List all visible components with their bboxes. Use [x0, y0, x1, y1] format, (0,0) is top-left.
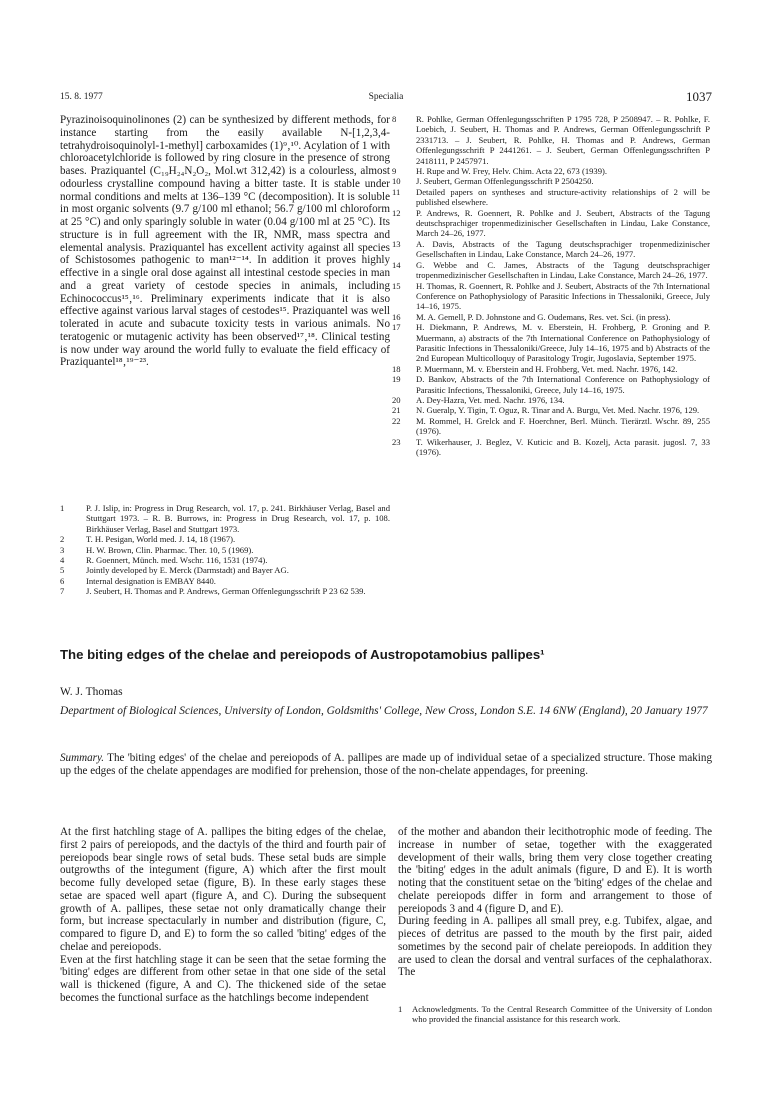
reference-item: 18 P. Muermann, M. v. Eberstein and H. Frohberg, Vet. med. Nachr. 1976, 142.	[392, 363, 678, 374]
reference-item: 6 Internal designation is EMBAY 8440.	[60, 575, 216, 586]
reference-item: 16 M. A. Gemell, P. D. Johnstone and G. Oudemans, Res. vet. Sci. (in press).	[392, 311, 671, 322]
reference-item: 12 P. Andrews, R. Goennert, R. Pohlke and J. Seubert, Abstracts of the Tagung deutschsprachiger tropenmedizinischer Gesellschaften in Lindau, Lake Constance, March 24–26, 1977.	[392, 207, 710, 239]
page-number: 1037	[686, 89, 712, 104]
article-left-column	[60, 826, 386, 1005]
article-paragraph: Even at the first hatchling stage it can be seen that the setae forming the 'biting' edges are different from other setae in that one side of the setal wall is thickened (figure, A and C). The thickened side of the setae becomes the functional surface as the hatchlings become independent	[60, 953, 386, 1004]
reference-item: 21 N. Gueralp, Y. Tigin, T. Oguz, R. Tinar and A. Burgu, Vet. Med. Nachr. 1976, 129.	[392, 405, 700, 416]
article-paragraph: of the mother and abandon their lecithotrophic mode of feeding. The increase in number of setae, together with the exaggerated development of their walls, bring them very close together creating the 'biting' edges in the adult animals (figure, D and E). It is worth noting that the constituent setae on the 'biting' edges of the chelae and chelate pereiopods differ in form and arrangement to those of pereiopods 3 and 4 (figure D, and E).	[398, 826, 712, 915]
reference-item: 15 H. Thomas, R. Goennert, R. Pohlke and J. Seubert, Abstracts of the 7th International Conference on Pathophysiology of Parasitic Infections in Thessaloniki, Greece, July 14–16, 1975.	[392, 280, 710, 312]
reference-item: 23 T. Wikerhauser, J. Beglez, V. Kuticic and B. Kozelj, Acta parasit. jugosl. 7, 33 (1976).	[392, 436, 710, 457]
article-paragraph: At the first hatchling stage of A. pallipes the biting edges of the chelae, first 2 pairs of pereiopods, and the dactyls of the third and fourth pair of pereiopods bear single rows of setal buds. These setal buds are simple outgrowths of the integument (figure, A) which after the first moult become fully developed setae (figure, B). In these early stages these setae are spaced well apart (figure A, and C). During the subsequent growth of A. pallipes, these setae not only dramatically change their form, but increase spectacularly in number and distribution (figure, C, compared to figure D, and E) to form the so called 'biting' edges of the chelae and pereiopods.	[60, 826, 386, 953]
article-right-column	[398, 826, 712, 979]
reference-item: 22 M. Rommel, H. Grelck and F. Hoerchner, Berl. Münch. Tierärztl. Wschr. 89, 255 (1976).	[392, 415, 710, 437]
acknowledgment-footnote	[398, 1004, 712, 1025]
reference-item: 11 Detailed papers on syntheses and structure-activity relationships of 2 will be published elsewhere.	[392, 186, 710, 208]
praziquantel-text-column	[60, 114, 390, 369]
page-header	[60, 89, 712, 109]
article-author: W. J. Thomas	[60, 686, 123, 698]
reference-item: 10 J. Seubert, German Offenlegungsschrift P 2504250.	[392, 176, 594, 187]
summary-label: Summary.	[60, 752, 105, 764]
article-affiliation: Department of Biological Sciences, University of London, Goldsmiths' College, New Cross, London S.E. 14 6NW (England), 20 January 1977	[60, 705, 708, 717]
article-paragraph: During feeding in A. pallipes all small prey, e.g. Tubifex, algae, and pieces of detritus are passed to the mouth by the first pair, aided sometimes by the second pair of chelate pereiopods. In addition they are used to clean the dorsal and ventral surfaces of the cephalathorax. The	[398, 915, 712, 979]
section-name: Specialia	[368, 92, 404, 102]
reference-item: 7 J. Seubert, H. Thomas and P. Andrews, German Offenlegungsschrift P 23 62 539.	[60, 586, 366, 597]
reference-item: 17 H. Diekmann, P. Andrews, M. v. Eberstein, H. Frohberg, P. Groning and P. Muermann, a) abstracts of the 7th International Conference on Pathophysiology of Parasitic Infections in Thessaloniki/Greece, July 14–16, 1975 and b) Abstracts of the 2nd European Multicolloquy of Parasitology Trogir, Jugoslavia, September 1975.	[392, 322, 710, 364]
reference-item: 19 D. Bankov, Abstracts of the 7th International Conference on Pathophysiology of Parasitic Infections, Thessaloniki, Greece, July 14–16, 1975.	[392, 374, 710, 395]
references-left	[60, 503, 390, 597]
reference-item: 9 H. Rupe and W. Frey, Helv. Chim. Acta 22, 673 (1939).	[392, 166, 608, 177]
reference-item: 2 T. H. Pesigan, World med. J. 14, 18 (1967).	[60, 534, 236, 545]
reference-item: 8 R. Pohlke, German Offenlegungsschriften P 1795 728, P 2508947. – R. Pohlke, F. Loebich, J. Seubert, H. Thomas and P. Andrews, German Offenlegungsschrift P 2331713. – J. Seubert, R. Pohlke, H. Thomas and P. Andrews, German Offenlegungsschrift P 2441261. – J. Seubert, German Offenlegungsschriften P 2418111, P 2457971.	[392, 114, 710, 166]
issue-date: 15. 8. 1977	[60, 92, 103, 102]
reference-item: 14 G. Webbe and C. James, Abstracts of the Tagung deutschsprachiger tropenmedizinischer Gesellschaften in Lindau, Lake Constance, March 24–26, 1977.	[392, 259, 710, 281]
reference-item: 4 R. Goennert, Münch. med. Wschr. 116, 1531 (1974).	[60, 555, 268, 566]
references-right	[392, 114, 710, 457]
reference-item: 20 A. Dey-Hazra, Vet. med. Nachr. 1976, 134.	[392, 394, 565, 405]
acknowledgment-item: 1 Acknowledgments. To the Central Research Committee of the University of London who provided the financial assistance for this research work.	[398, 1004, 712, 1025]
summary-text: The 'biting edges' of the chelae and pereiopods of A. pallipes are made up of individual setae of a specialized structure. Those making up the edges of the chelate appendages are modified for prehension, those of the non-chelate appendages, for preening.	[60, 752, 712, 777]
reference-item: 3 H. W. Brown, Clin. Pharmac. Ther. 10, 5 (1969).	[60, 544, 254, 555]
reference-item: 1 P. J. Islip, in: Progress in Drug Research, vol. 17, p. 241. Birkhäuser Verlag, Basel and Stuttgart 1973. – R. B. Burrows, in: Progress in Drug Research, vol. 17, p. 108. Birkhäuser Verlag, Basel and Stuttgart 1973.	[60, 503, 390, 534]
article-summary	[60, 752, 712, 778]
article-title: The biting edges of the chelae and pereiopods of Austropotamobius pallipes¹	[60, 647, 545, 662]
reference-item: 13 A. Davis, Abstracts of the Tagung deutschsprachiger tropenmedizinischer Gesellschaften in Lindau, Lake Constance, March 24–26, 1977.	[392, 238, 710, 260]
reference-item: 5 Jointly developed by E. Merck (Darmstadt) and Bayer AG.	[60, 565, 289, 576]
praziquantel-paragraph: Pyrazinoisoquinolinones (2) can be synthesized by different methods, for instance starting from the easily available N-[1,2,3,4-tetrahydroisoquinolyl-1-methyl] carboxamides (1)⁹‚¹⁰. Acylation of 1 with chloroacetylchloride is followed by ring closure in the presence of strong bases. Praziquantel (C₁₉H₂₄N₂O₂, Mol.wt 312,42) is a colourless, almost odourless crystalline compound having a bitter taste. It is stable under normal conditions and melts at 136–139 °C (decomposition). It is soluble in most organic solvents (9.7 g/100 ml ethanol; 56.7 g/100 ml chloroform at 25 °C) and only sparingly soluble in water (0.04 g/100 ml at 25 °C). Its structure is in full agreement with the IR, NMR, mass spectra and elemental analysis. Praziquantel has excellent activity against all species of Schistosomes pathogenic to man¹²⁻¹⁴. In addition it proves highly effective in a single oral dose against all intestinal cestode species in man and a great variety of cestode species in animals, including Echinococcus¹⁵‚¹⁶. Preliminary experiments indicate that it is also effective against various larval stages of cestodes¹⁵. Praziquantel was well tolerated in acute and subacute toxicity tests in various animals. No teratogenic or mutagenic activity has been observed¹⁷‚¹⁸. Clinical testing is now under way around the world fully to evaluate the field efficacy of Praziquantel¹⁸‚¹⁹⁻²³.	[60, 114, 390, 369]
